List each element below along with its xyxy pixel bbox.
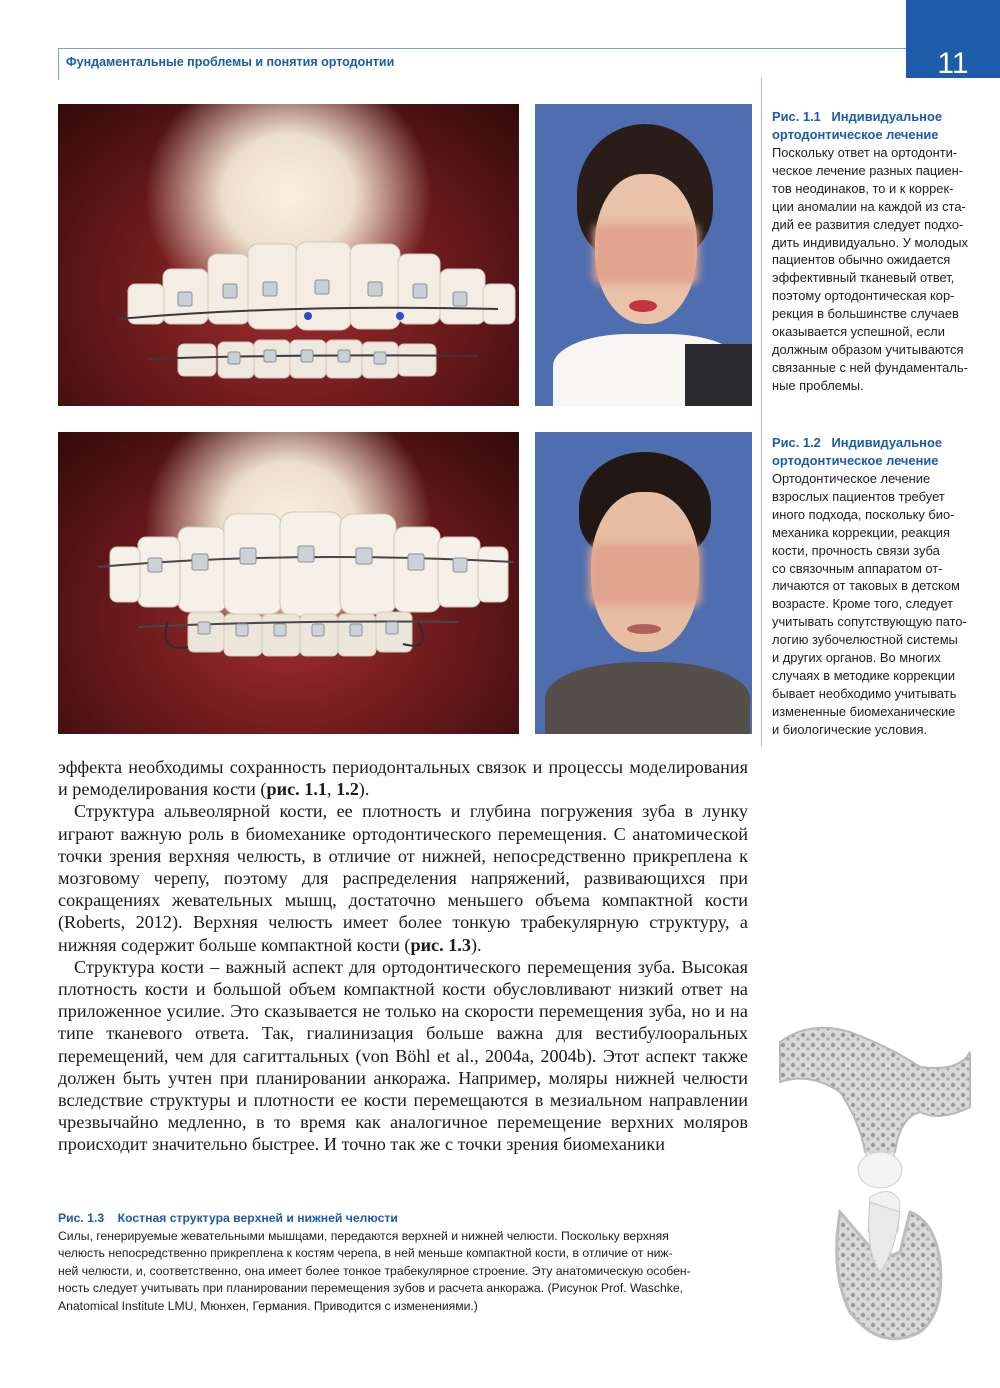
bone-structure-illustration: [770, 1012, 992, 1358]
header-rule-left: [58, 48, 59, 80]
caption-line: ческое лечение разных пациен-: [772, 162, 964, 178]
privacy-blur: [589, 544, 701, 606]
jaw-bone-drawing: [770, 1012, 992, 1358]
caption-column-rule: [761, 78, 762, 746]
caption-line: эффективный тканевый ответ,: [772, 270, 955, 286]
figure-title-line: ортодонтическое лечение: [772, 453, 939, 468]
caption-line: челюсть непосредственно прикреплена к костям черепа, в ней меньше компактной кости, в отличие от ниж-: [58, 1246, 673, 1261]
figure-1-2-caption: [772, 434, 990, 739]
caption-line: ные проблемы.: [772, 377, 864, 393]
caption-line: рекция в большинстве случаев: [772, 306, 959, 322]
intraoral-photo-1: [58, 104, 519, 406]
figure-label: Рис. 1.1: [772, 109, 821, 124]
paragraph: Структура альвеолярной кости, ее плотность и глубина погружения зуба в лунку играют важную роль в биомеханике ортодонтического перемещения. С анатомической точки зрения верхняя челюсть, в отличие от нижней, непосредственно прикреплена к мозговому черепу, поэтому для распределения напряжений, развивающихся при сокращениях жевательных мышц, достаточно меньшего объема компактной кости (Roberts, 2012). Верхняя челюсть имеет более тонкую трабекулярную структуру, а нижняя содержит больше компактной кости (рис. 1.3).: [58, 801, 748, 955]
caption-line: механика коррекции, реакция: [772, 524, 950, 540]
figure-1-1-caption: [772, 108, 990, 395]
caption-line: ней челюсти, и, соответственно, она имеет более тонкое трабекулярное строение. Эту анатомическую особен-: [58, 1263, 691, 1278]
sweater: [545, 662, 750, 734]
caption-line: взрослых пациентов требует: [772, 488, 945, 504]
patient-portrait-2: [535, 432, 752, 734]
figure-label: Рис. 1.3: [58, 1211, 105, 1225]
caption-line: измененные биомеханические: [772, 703, 956, 719]
intraoral-photo-2: [58, 432, 519, 734]
caption-line: логию зубочелюстной системы: [772, 632, 958, 648]
caption-line: и других органов. Во многих: [772, 650, 941, 666]
lips: [629, 300, 657, 312]
caption-line: иного подхода, поскольку био-: [772, 506, 955, 522]
caption-line: дий ее развития следует подхо-: [772, 216, 964, 232]
caption-line: со связочным аппаратом от-: [772, 560, 943, 576]
caption-line: учитывать сопутствующую пато-: [772, 614, 967, 630]
caption-line: дить индивидуально. У молодых: [772, 234, 968, 250]
dark-shirt: [685, 344, 752, 406]
figure-1-3-caption: [58, 1210, 768, 1316]
privacy-blur: [593, 224, 699, 284]
caption-line: связанные с ней фундаменталь-: [772, 359, 968, 375]
figure-label: Рис. 1.2: [772, 435, 821, 450]
caption-line: тов неодинаков, то и к коррек-: [772, 180, 954, 196]
caption-line: пациентов обычно ожидается: [772, 252, 951, 268]
paragraph: эффекта необходимы сохранность периодонтальных связок и процессы моделирования и ремоделирования кости (рис. 1.1, 1.2).: [58, 757, 748, 800]
figure-title-line: ортодонтическое лечение: [772, 127, 939, 142]
page-number: 11: [937, 47, 969, 80]
caption-line: Ортодонтическое лечение: [772, 471, 931, 486]
header-rule: [58, 48, 906, 49]
figure-reference: рис. 1.1: [266, 779, 327, 800]
caption-line: ность следует учитывать при планировании перемещения зубов и расчета анкоража. (Рисунок Prof. Waschke,: [58, 1281, 684, 1296]
figure-reference: 1.2: [336, 779, 359, 800]
figure-title-line: Индивидуальное: [831, 109, 942, 124]
caption-line: случаях в методике коррекции: [772, 667, 956, 683]
figure-title-line: Индивидуальное: [831, 435, 942, 450]
caption-line: Силы, генерируемые жевательными мышцами, передаются верхней и нижней челюсти. Поскольку верхняя: [58, 1228, 669, 1243]
caption-line: Поскольку ответ на ортодонти-: [772, 145, 958, 160]
body-text: [58, 756, 748, 1156]
caption-line: возрасте. Кроме того, следует: [772, 596, 953, 612]
caption-line: поэтому ортодонтическая кор-: [772, 288, 955, 304]
caption-line: должным образом учитываются: [772, 341, 964, 357]
caption-line: личаются от таковых в детском: [772, 578, 960, 594]
figure-reference: рис. 1.3: [410, 934, 471, 955]
caption-line: оказывается успешной, если: [772, 324, 945, 340]
lips: [627, 624, 661, 634]
caption-line: и биологические условия.: [772, 721, 928, 737]
braces-illustration-2: [58, 432, 519, 734]
figure-title: Костная структура верхней и нижней челюсти: [117, 1211, 398, 1225]
paragraph: Структура кости – важный аспект для ортодонтического перемещения зуба. Высокая плотность кости и большой объем компактной кости обусловливают низкий ответ на приложенное усилие. Это сказывается не только на скорости перемещения зуба, но и на типе тканевого ответа. Так, гиалинизация больше важна для вестибулооральных перемещений, чем для сагиттальных (von Böhl et al., 2004a, 2004b). Этот аспект также должен быть учтен при планировании анкоража. Например, моляры нижней челюсти вследствие структуры и плотности ее кости перемещаются в мезиальном направлении чрезвычайно медленно, в то время как аналогичное перемещение верхних моляров происходит значительно быстрее. И точно так же с точки зрения биомеханики: [58, 956, 748, 1155]
patient-portrait-1: [535, 104, 752, 406]
caption-line: кости, прочность связи зуба: [772, 542, 940, 558]
running-head: Фундаментальные проблемы и понятия ортодонтии: [66, 55, 395, 69]
caption-line: ции аномалии на каждой из ста-: [772, 198, 966, 214]
caption-line: бывает необходимо учитывать: [772, 685, 957, 701]
caption-line: Anatomical Institute LMU, Мюнхен, Германия. Приводится с изменениями.): [58, 1298, 478, 1313]
braces-illustration-1: [58, 104, 519, 406]
